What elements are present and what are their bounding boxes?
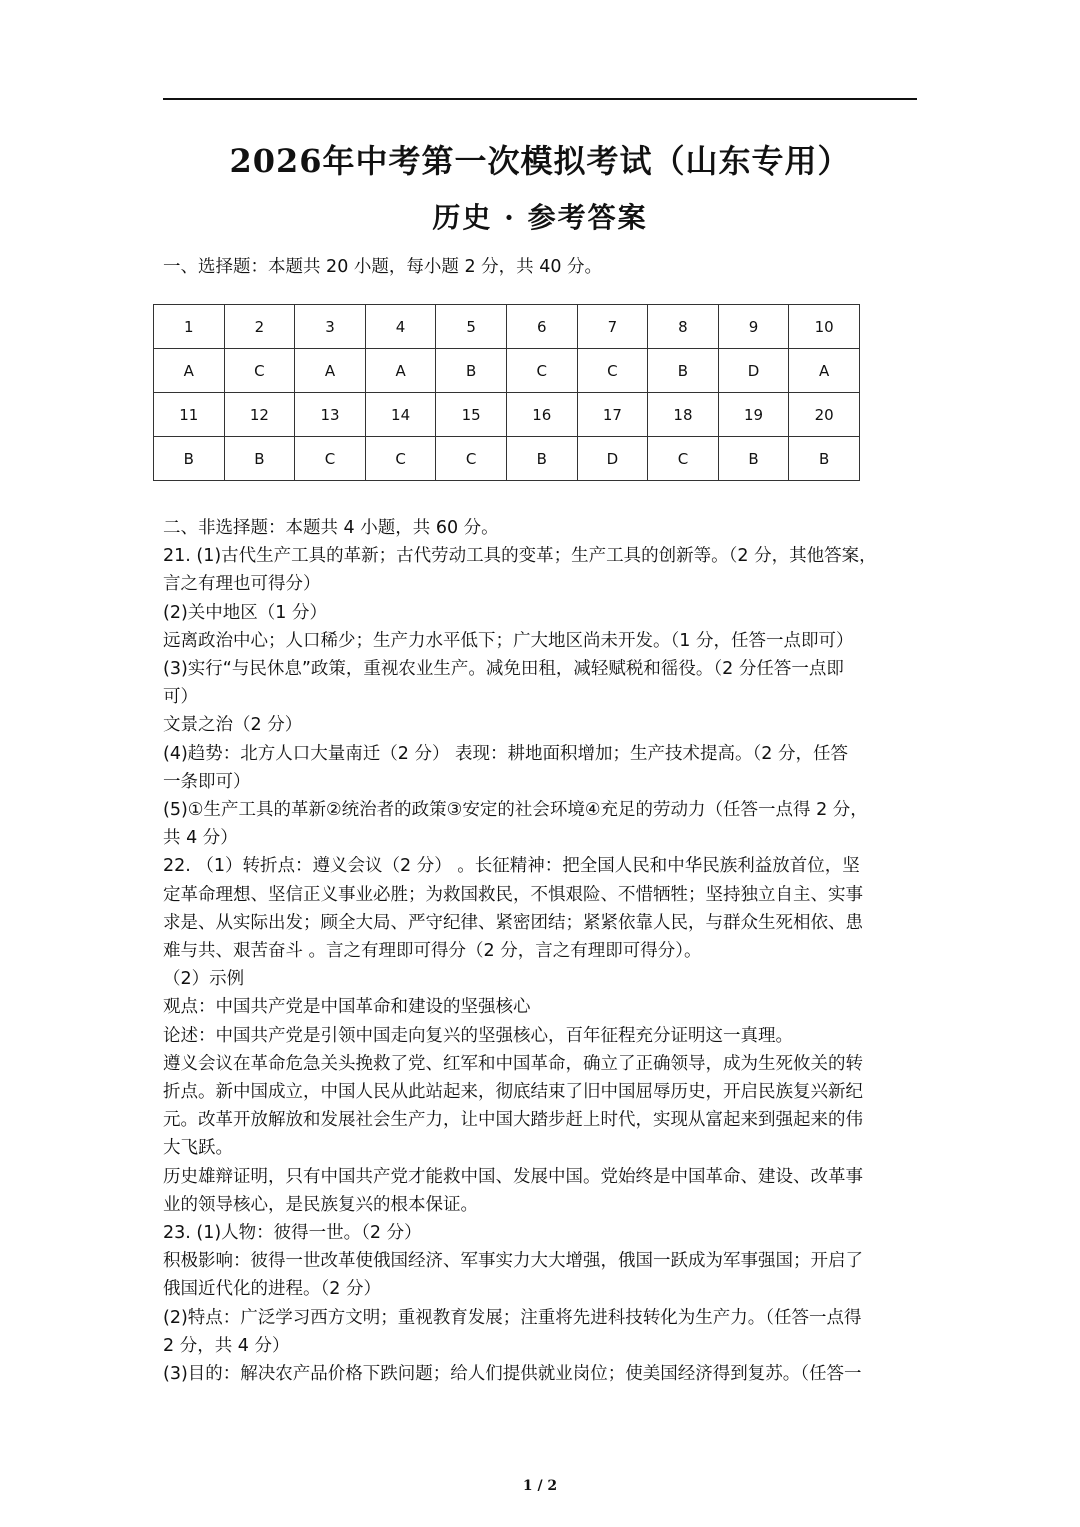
answer-cell: C bbox=[577, 349, 648, 393]
answer-row bbox=[154, 349, 860, 393]
answer-line: 可） bbox=[163, 687, 198, 708]
answer-cell: B bbox=[648, 349, 719, 393]
answer-line: (5)①生产工具的革新②统治者的政策③安定的社会环境④充足的劳动力（任答一点得 2 分， bbox=[163, 800, 868, 820]
question-number-cell: 3 bbox=[295, 305, 366, 349]
answer-line: （2）示例 bbox=[163, 969, 245, 990]
answer-line: (2)关中地区（1 分） bbox=[163, 602, 327, 623]
answer-line: 观点：中国共产党是中国革命和建设的坚强核心 bbox=[163, 997, 531, 1018]
page-number: 1 / 2 bbox=[522, 1478, 558, 1494]
answer-line: 23. (1)人物：彼得一世。（2 分） bbox=[163, 1223, 422, 1243]
answer-line: 业的领导核心，是民族复兴的根本保证。 bbox=[163, 1194, 478, 1215]
answer-line: 2 分，共 4 分） bbox=[163, 1335, 290, 1356]
answer-line: (4)趋势：北方人口大量南迁（2 分） 表现：耕地面积增加；生产技术提高。（2 分，任答 bbox=[163, 743, 848, 764]
answer-line: 22. （1）转折点：遵义会议（2 分） 。长征精神：把全国人民和中华民族利益放首位，坚 bbox=[163, 856, 860, 877]
page-title: 2026年中考第一次模拟考试（山东专用） bbox=[229, 142, 851, 180]
answer-cell: C bbox=[648, 437, 719, 481]
answer-line: (3)实行“与民休息”政策，重视农业生产。减免田租，减轻赋税和徭役。（2 分任答一点即 bbox=[163, 659, 844, 679]
question-number-row bbox=[154, 305, 860, 349]
answer-cell: B bbox=[789, 437, 860, 481]
answer-line: 元。改革开放解放和发展社会生产力，让中国大踏步赶上时代，实现从富起来到强起来的伟 bbox=[163, 1110, 863, 1131]
answer-cell: C bbox=[295, 437, 366, 481]
answer-cell: A bbox=[789, 349, 860, 393]
question-number-row bbox=[154, 393, 860, 437]
answer-cell: A bbox=[365, 349, 436, 393]
answer-line: 共 4 分） bbox=[163, 828, 238, 849]
answer-cell: D bbox=[577, 437, 648, 481]
question-number-cell: 17 bbox=[577, 393, 648, 437]
answer-cell: B bbox=[718, 437, 789, 481]
answer-cell: B bbox=[436, 349, 507, 393]
question-number-cell: 20 bbox=[789, 393, 860, 437]
question-number-cell: 5 bbox=[436, 305, 507, 349]
question-number-cell: 9 bbox=[718, 305, 789, 349]
answer-cell: C bbox=[224, 349, 295, 393]
question-number-cell: 14 bbox=[365, 393, 436, 437]
question-number-cell: 2 bbox=[224, 305, 295, 349]
question-number-cell: 16 bbox=[506, 393, 577, 437]
question-number-cell: 19 bbox=[718, 393, 789, 437]
page-subtitle: 历史 · 参考答案 bbox=[432, 201, 648, 234]
answer-line: 文景之治（2 分） bbox=[163, 715, 303, 736]
section1-heading: 一、选择题：本题共 20 小题，每小题 2 分，共 40 分。 bbox=[163, 257, 603, 277]
answer-line: (3)目的：解决农产品价格下跌问题；给人们提供就业岗位；使美国经济得到复苏。（任答一 bbox=[163, 1364, 862, 1384]
answer-cell: B bbox=[506, 437, 577, 481]
answer-line: 遵义会议在革命危急关头挽救了党、红军和中国革命，确立了正确领导，成为生死攸关的转 bbox=[163, 1053, 863, 1074]
question-number-cell: 8 bbox=[648, 305, 719, 349]
question-number-cell: 10 bbox=[789, 305, 860, 349]
answer-line: (2)特点：广泛学习西方文明；重视教育发展；注重将先进科技转化为生产力。（任答一点得 bbox=[163, 1307, 862, 1328]
question-number-cell: 13 bbox=[295, 393, 366, 437]
question-number-cell: 4 bbox=[365, 305, 436, 349]
answer-cell: D bbox=[718, 349, 789, 393]
answer-table bbox=[153, 304, 860, 481]
header-rule bbox=[163, 98, 917, 100]
answer-line: 远离政治中心；人口稀少；生产力水平低下；广大地区尚未开发。（1 分，任答一点即可） bbox=[163, 630, 854, 651]
question-number-cell: 15 bbox=[436, 393, 507, 437]
question-number-cell: 6 bbox=[506, 305, 577, 349]
answer-cell: A bbox=[295, 349, 366, 393]
answer-line: 大飞跃。 bbox=[163, 1138, 233, 1159]
answer-cell: C bbox=[506, 349, 577, 393]
question-number-cell: 18 bbox=[648, 393, 719, 437]
answer-line: 言之有理也可得分） bbox=[163, 574, 321, 595]
answer-cell: B bbox=[224, 437, 295, 481]
answer-cell: C bbox=[365, 437, 436, 481]
answer-cell: A bbox=[154, 349, 225, 393]
answer-line: 21. (1)古代生产工具的革新；古代劳动工具的变革；生产工具的创新等。（2 分，其他答案， bbox=[163, 546, 877, 567]
answer-line: 一条即可） bbox=[163, 771, 251, 792]
question-number-cell: 12 bbox=[224, 393, 295, 437]
question-number-cell: 7 bbox=[577, 305, 648, 349]
question-number-cell: 11 bbox=[154, 393, 225, 437]
answer-line: 历史雄辩证明，只有中国共产党才能救中国、发展中国。党始终是中国革命、建设、改革事 bbox=[163, 1166, 863, 1187]
answer-line: 定革命理想、坚信正义事业必胜；为救国救民，不惧艰险、不惜牺牲；坚持独立自主、实事 bbox=[163, 884, 863, 905]
answer-line: 二、非选择题：本题共 4 小题，共 60 分。 bbox=[163, 518, 499, 538]
question-number-cell: 1 bbox=[154, 305, 225, 349]
answer-line: 难与共、艰苦奋斗 。言之有理即可得分（2 分，言之有理即可得分）。 bbox=[163, 941, 702, 961]
answer-line: 论述：中国共产党是引领中国走向复兴的坚强核心，百年征程充分证明这一真理。 bbox=[163, 1025, 793, 1046]
answer-row bbox=[154, 437, 860, 481]
answer-line: 俄国近代化的进程。（2 分） bbox=[163, 1279, 381, 1300]
answer-line: 折点。新中国成立，中国人民从此站起来，彻底结束了旧中国屈辱历史，开启民族复兴新纪 bbox=[163, 1082, 863, 1102]
answer-cell: B bbox=[154, 437, 225, 481]
answer-cell: C bbox=[436, 437, 507, 481]
answer-line: 积极影响：彼得一世改革使俄国经济、军事实力大大增强，俄国一跃成为军事强国；开启了 bbox=[163, 1251, 863, 1272]
answer-line: 求是、从实际出发；顾全大局、严守纪律、紧密团结；紧紧依靠人民，与群众生死相依、患 bbox=[163, 912, 863, 933]
